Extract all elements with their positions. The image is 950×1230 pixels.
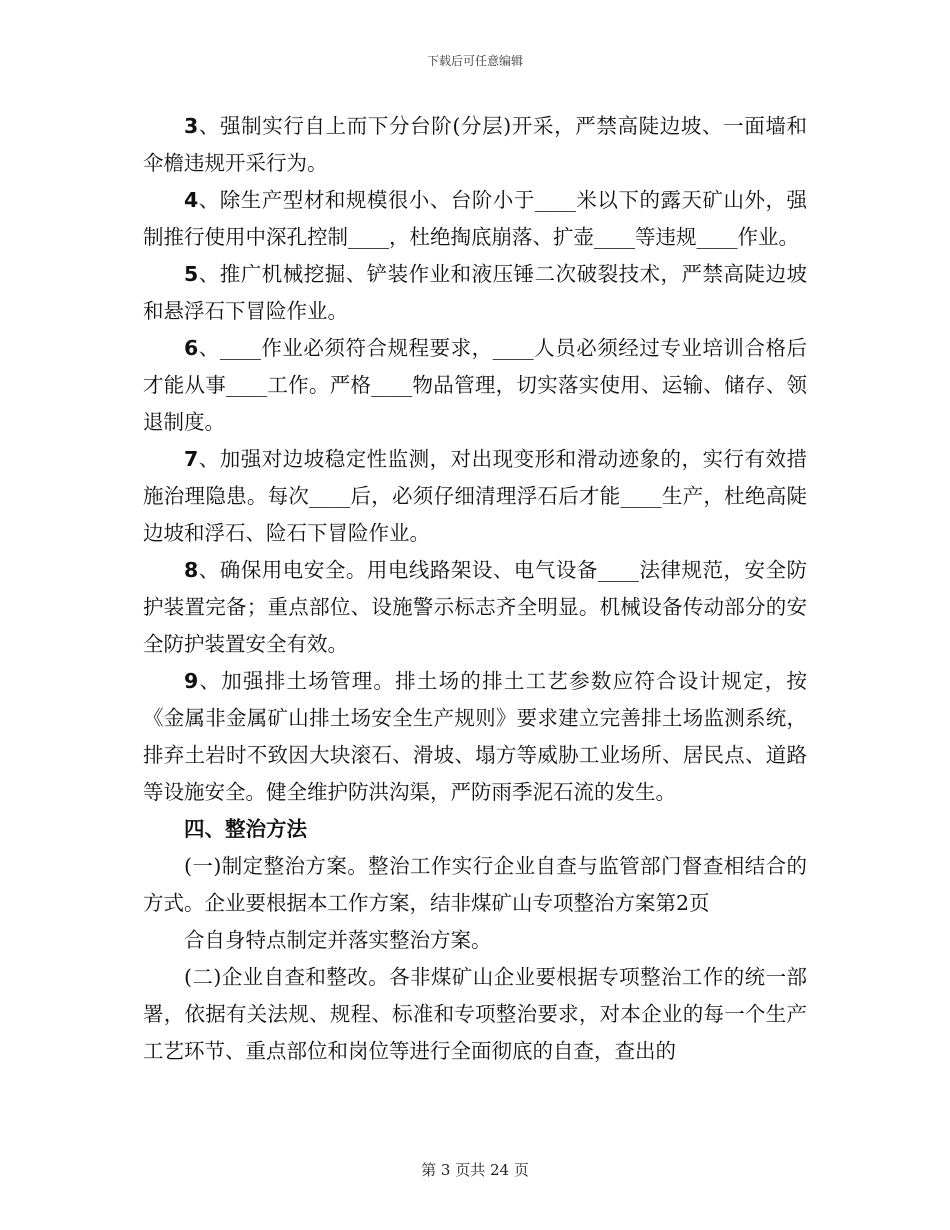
- clause-text: 、除生产型材和规模很小、台阶小于____米以下的露天矿山外，强制推行使用中深孔控制____，杜绝掏底崩落、扩壶____等违规____作业。: [143, 188, 807, 249]
- page-footer: 第 3 页共 24 页: [421, 1161, 529, 1179]
- clause-text: 、强制实行自上而下分台阶(分层)开采，严禁高陡边坡、一面墙和伞檐违规开采行为。: [143, 114, 807, 175]
- clause-number: 4: [184, 188, 199, 212]
- clause-text: 、推广机械挖掘、铲装作业和液压锤二次破裂技术，严禁高陡边坡和悬浮石下冒险作业。: [143, 262, 807, 323]
- clause-number: 7: [184, 447, 199, 471]
- clause-number: 9: [184, 669, 199, 693]
- clause-text: 、加强对边坡稳定性监测，对出现变形和滑动迹象的，实行有效措施治理隐患。每次____后，必须仔细清理浮石后才能____生产，杜绝高陡边坡和浮石、险石下冒险作业。: [143, 447, 807, 545]
- clause-3: [143, 108, 807, 182]
- method-1-paragraph: (一)制定整治方案。整治工作实行企业自查与监管部门督查相结合的方式。企业要根据本工作方案，结非煤矿山专项整治方案第2页: [143, 854, 807, 915]
- document-body: [143, 108, 807, 1070]
- clause-6: [143, 330, 807, 441]
- method-1-continuation: 合自身特点制定并落实整治方案。: [184, 928, 492, 952]
- clause-number: 5: [184, 262, 199, 286]
- clause-7: [143, 441, 807, 552]
- clause-text: 、____作业必须符合规程要求，____人员必须经过专业培训合格后才能从事____工作。严格____物品管理，切实落实使用、运输、储存、领退制度。: [143, 336, 807, 434]
- method-2-paragraph: (二)企业自查和整改。各非煤矿山企业要根据专项整治工作的统一部署，依据有关法规、规程、标准和专项整治要求，对本企业的每一个生产工艺环节、重点部位和岗位等进行全面彻底的自查，查出的: [143, 965, 807, 1063]
- clause-8: [143, 552, 807, 663]
- clause-number: 8: [184, 558, 199, 582]
- page-header: 下载后可任意编辑: [426, 54, 523, 68]
- section-heading: 四、整治方法: [184, 817, 307, 841]
- clause-9: [143, 663, 807, 811]
- clause-text: 、确保用电安全。用电线路架设、电气设备____法律规范，安全防护装置完备；重点部位、设施警示标志齐全明显。机械设备传动部分的安全防护装置安全有效。: [143, 558, 807, 656]
- clause-5: [143, 256, 807, 330]
- clause-text: 、加强排土场管理。排土场的排土工艺参数应符合设计规定，按《金属非金属矿山排土场安全生产规则》要求建立完善排土场监测系统，排弃土岩时不致因大块滚石、滑坡、塌方等威胁工业场所、居民点、道路等设施安全。健全维护防洪沟渠，严防雨季泥石流的发生。: [143, 669, 807, 804]
- clause-4: [143, 182, 807, 256]
- clause-number: 3: [184, 114, 199, 138]
- clause-number: 6: [184, 336, 199, 360]
